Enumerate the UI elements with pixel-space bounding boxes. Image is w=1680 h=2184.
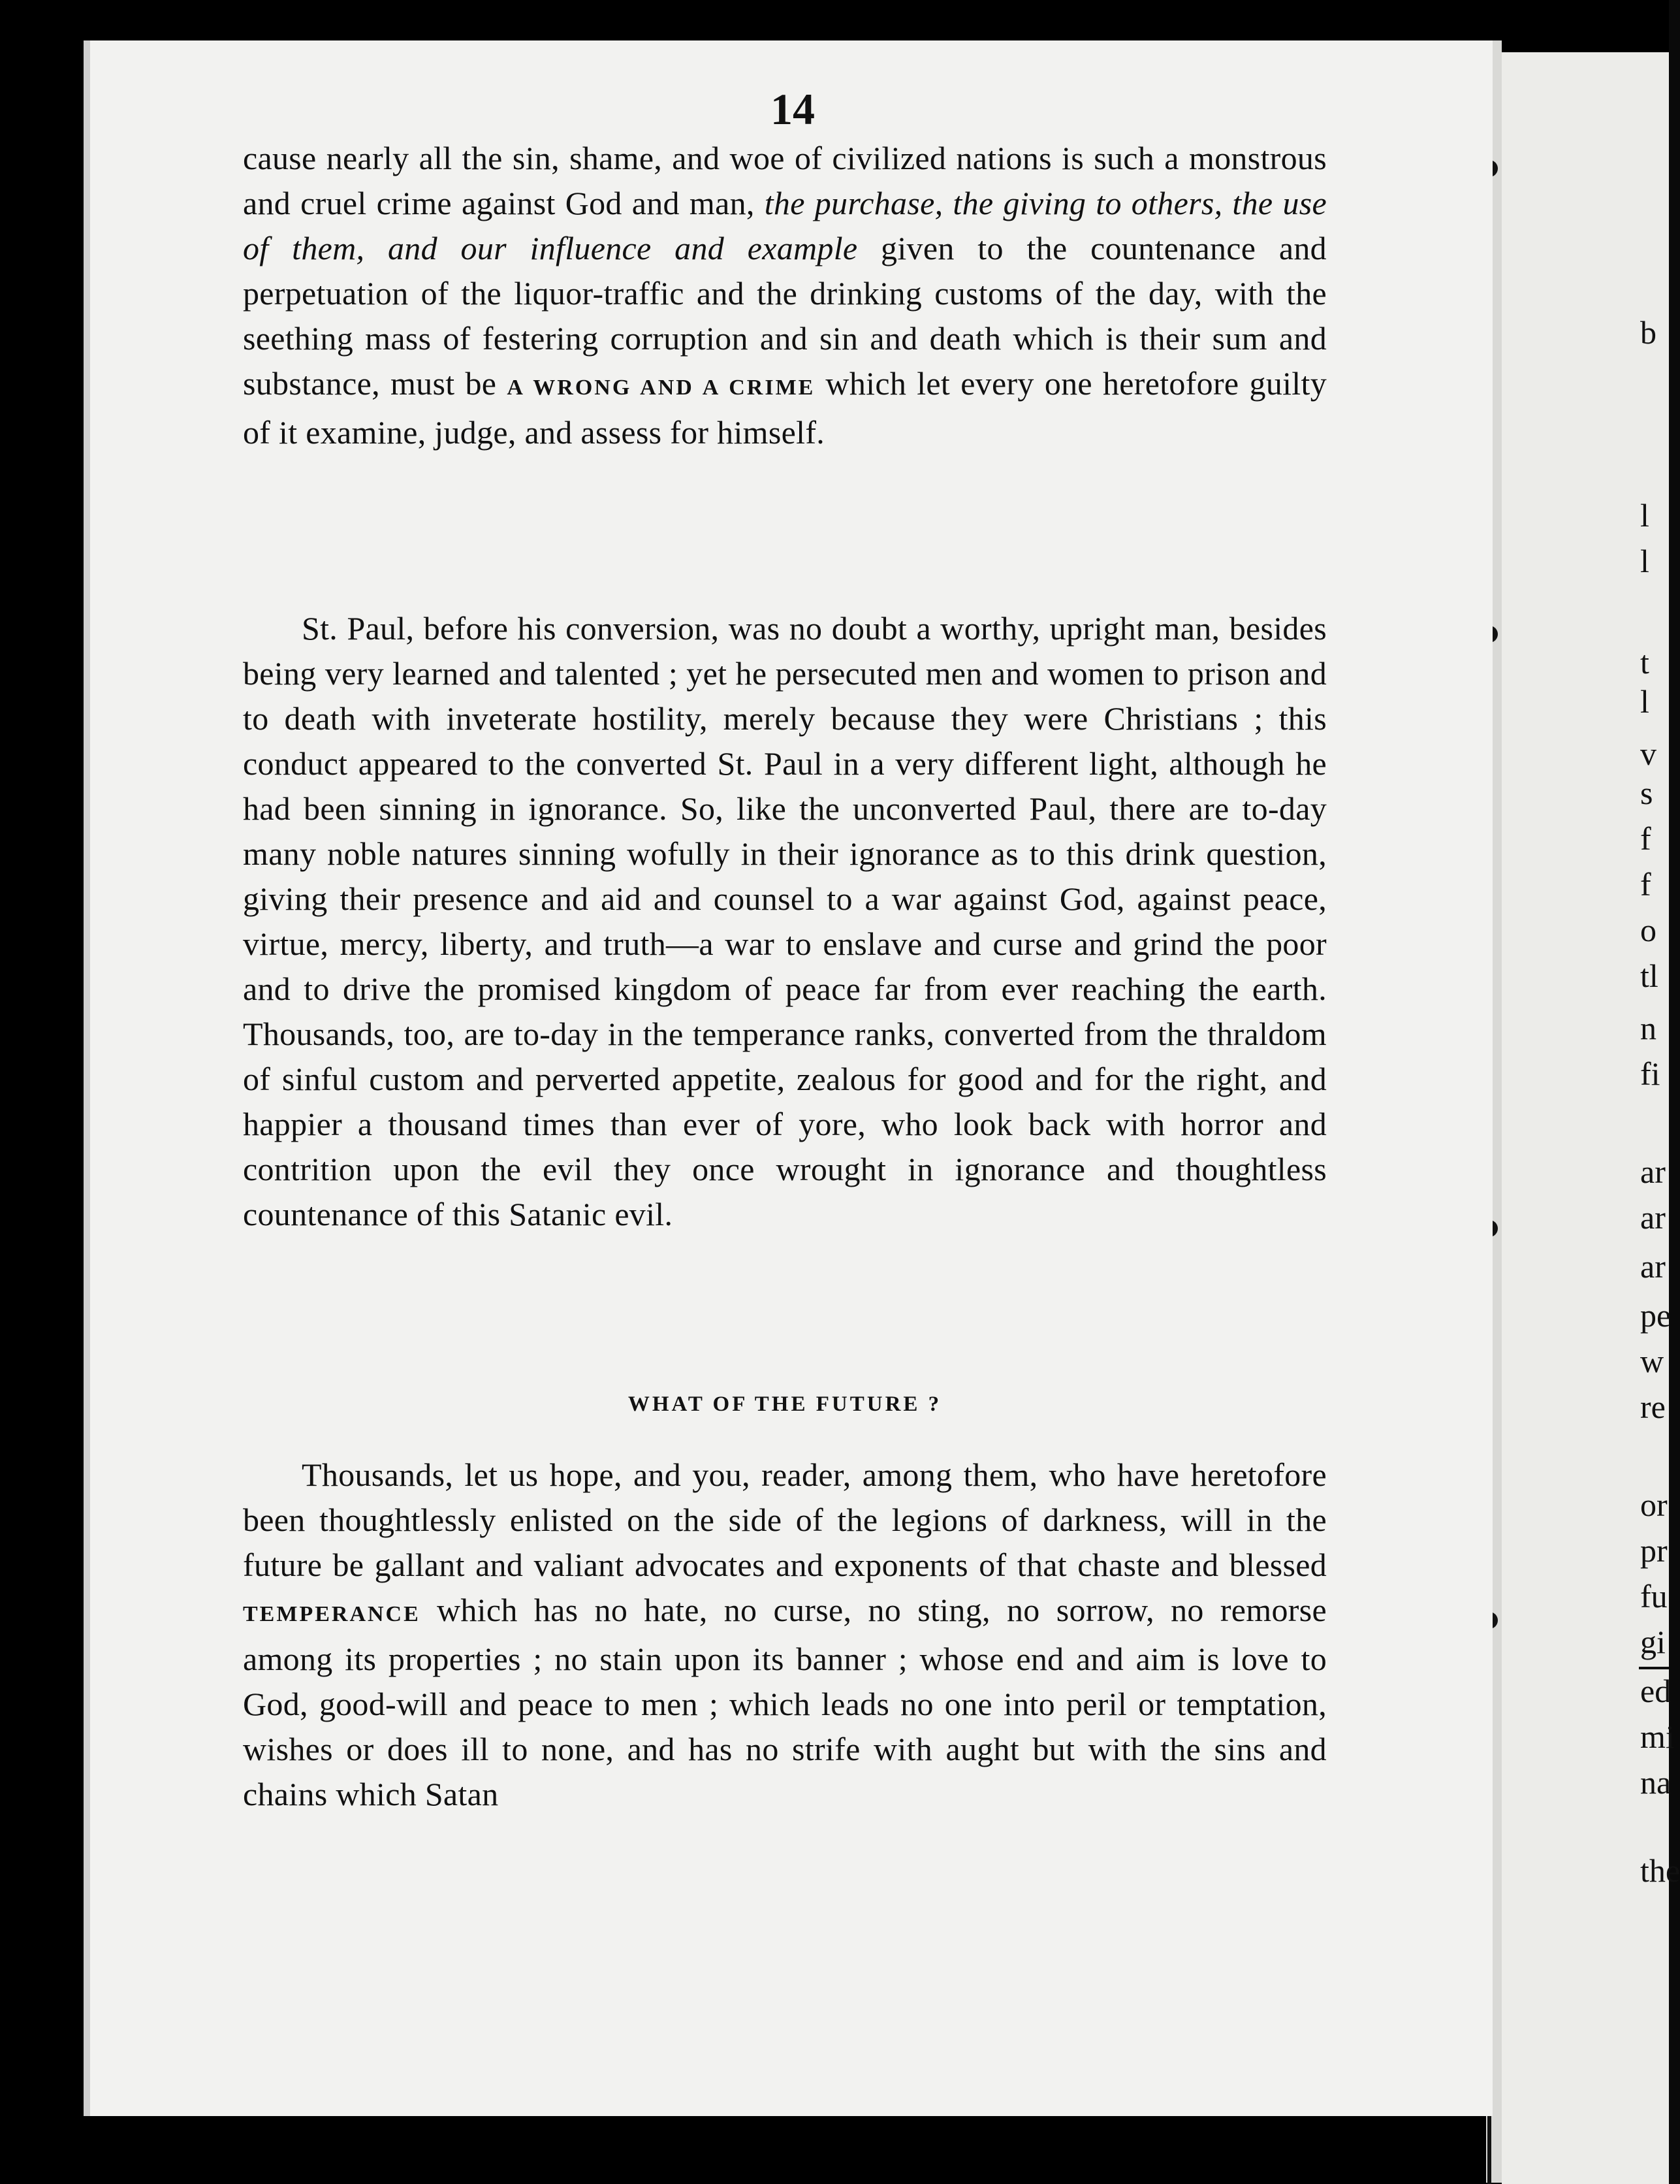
facing-fragment: ar [1640, 1248, 1666, 1285]
paragraph-1-middle: given to the countenance and perpetuation of the liquor-traffic and the drinking customs of the day, with the seething mass of festering corruption and sin and death which is their sum and substance, must be [243, 230, 1327, 402]
paragraph-1-italic: the purchase, the giving to others, the use of them, and our influence and example [243, 185, 1327, 266]
facing-fragment: ar [1640, 1199, 1666, 1236]
facing-fragment: l [1640, 543, 1649, 579]
facing-fragment: mi [1640, 1718, 1675, 1755]
paragraph-2 [243, 606, 1327, 1237]
paragraph-3-start: Thousands, let us hope, and you, reader, among them, who have heretofore been thoughtlessly enlisted on the side of the legions of darkness, will in the future be gallant and valiant advocates and exponents of that chaste and blessed [243, 1456, 1327, 1583]
paragraph-1 [243, 136, 1327, 455]
facing-fragment: gi [1640, 1624, 1666, 1660]
facing-fragment: o [1640, 912, 1656, 948]
facing-fragment: na [1640, 1764, 1672, 1801]
facing-fragment: pr [1640, 1532, 1668, 1569]
paragraph-3-small-caps: TEMPERANCE [243, 1602, 420, 1626]
paragraph-1-start: cause nearly all the sin, shame, and woe of civilized nations is such a monstrous and cruel crime against God and man, [243, 140, 1327, 221]
facing-fragment: ed [1640, 1673, 1672, 1709]
facing-fragment: b [1640, 314, 1656, 351]
facing-fragment: t [1640, 644, 1649, 681]
paragraph-3 [243, 1453, 1327, 1817]
facing-fragment: s [1640, 775, 1653, 811]
facing-page-rule [1639, 1667, 1669, 1669]
facing-fragment: or [1640, 1486, 1668, 1523]
paragraph-1-small-caps: A WRONG AND A CRIME [507, 376, 816, 400]
facing-fragment: ar [1640, 1153, 1666, 1190]
paragraph-3-end: which has no hate, no curse, no sting, no sorrow, no remorse among its properties ; no stain upon its banner ; whose end and aim is love to God, good-will and peace to men ; which leads no one into peril or temptation, wishes or does ill to none, and has no strife with aught but with the sins and chains which Satan [243, 1592, 1327, 1812]
facing-fragment: f [1640, 866, 1651, 903]
facing-fragment: tl [1640, 957, 1658, 994]
page-number: 14 [770, 84, 815, 134]
facing-fragment: re [1640, 1389, 1666, 1425]
facing-fragment: l [1640, 497, 1649, 534]
paragraph-2-text: St. Paul, before his conversion, was no doubt a worthy, upright man, besides being very learned and talented ; yet he persecuted men and women to prison and to death with inveterate hostility, merely because they were Christians ; this conduct appeared to the converted St. Paul in a very different light, although he had been sinning in ignorance. So, like the unconverted Paul, there are to-day many noble natures sinning wofully in their ignorance as to this drink question, giving their presence and aid and counsel to a war against God, against peace, virtue, mercy, liberty, and truth—a war to enslave and curse and grind the poor and to drive the promised kingdom of peace far from ever reaching the earth. Thousands, too, are to-day in the temperance ranks, converted from the thraldom of sinful custom and perverted appetite, zealous for good and for the right, and happier a thousand times than ever of yore, who look back with horror and contrition upon the evil they once wrought in ignorance and thoughtless countenance of this Satanic evil. [243, 610, 1327, 1232]
section-heading: WHAT OF THE FUTURE ? [627, 1392, 942, 1416]
facing-fragment: fu [1640, 1578, 1668, 1614]
facing-fragment: fi [1640, 1055, 1660, 1092]
paragraph-1-end: which let every one heretofore guilty of it examine, judge, and assess for himself. [243, 365, 1327, 451]
facing-fragment: l [1640, 683, 1649, 720]
facing-fragment: n [1640, 1010, 1656, 1046]
facing-fragment: pe [1640, 1297, 1672, 1334]
facing-fragment: v [1640, 735, 1656, 772]
facing-fragment: f [1640, 820, 1651, 857]
facing-fragment: the [1640, 1852, 1680, 1889]
facing-fragment: w [1640, 1343, 1664, 1379]
